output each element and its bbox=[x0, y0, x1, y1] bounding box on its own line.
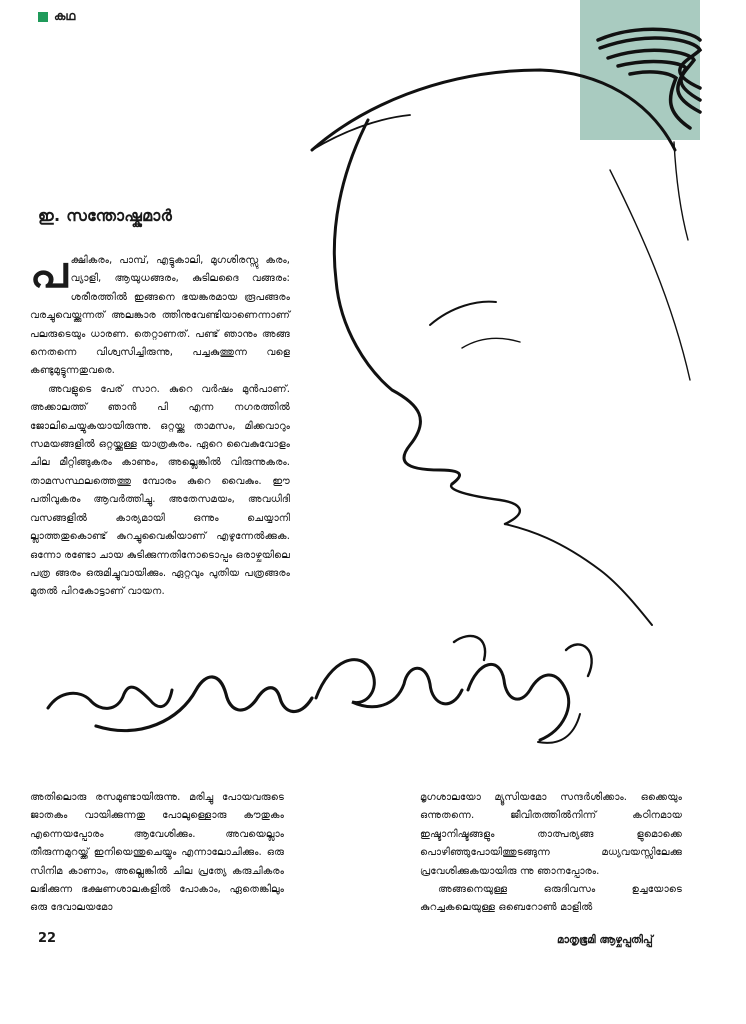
paragraph: അവളുടെ പേര് സാറ. കുറെ വർഷം മുൻപാണ്. അക്കാലത്ത് ഞാൻ പി എന്ന നഗരത്തിൽ ജോലിചെയ്യുകയായിരുന്നു. ഒറ്റയ്ക്കു താമസം, മിക്കവാറും സമയങ്ങളിൽ ഒറ്റയ്ക്കുള്ള യാത്രകരം. ഏറെ വൈകുവോളം ചില മീറ്റിങ്ങുകരം കാണും, അല്ലെങ്കിൽ വിരുന്നുകരം. താമസസ്ഥലത്തെത്തു മ്പോരം കുറെ വൈകും. ഈ പതിവുകരം ആവർത്തിച്ചു. അതേസമയം, അവധിദി വസങ്ങളിൽ കാര്യമായി ഒന്നും ചെയ്യാനി ല്ലാത്തതുകൊണ്ട് കുറച്ചുവൈകിയാണ് എഴുന്നേൽക്കുക. ഒന്നോ രണ്ടോ ചായ കുടിക്കുന്നതിനോടൊപ്പം ഒരാഴ്ചയിലെ പത്ര ങ്ങരം ഒരുമിച്ചുവായിക്കും. ഏറ്റവും പുതിയ പത്രങ്ങരം മുതൽ പിറകോട്ടാണ് വായന. bbox=[30, 383, 290, 598]
story-column-3 bbox=[420, 789, 682, 918]
accent-panel bbox=[580, 0, 700, 140]
story-column-2 bbox=[30, 789, 284, 918]
paragraph: അങ്ങനെയുള്ള ഒരുദിവസം ഉച്ചയോടെ കുറച്ചകലെയുള്ള ഒബെറോൺ മാളിൽ bbox=[420, 884, 682, 914]
publication-name: മാതൃഭൂമി ആഴ്ചപ്പതിപ്പ് bbox=[557, 934, 653, 946]
drop-cap: പ bbox=[30, 247, 68, 298]
author-name: ഇ. സന്തോഷ്കുമാർ bbox=[38, 206, 173, 225]
section-label: കഥ bbox=[54, 9, 76, 23]
page-number: 22 bbox=[38, 931, 57, 946]
paragraph-text: ക്ഷികരം, പാമ്പ്, എട്ടുകാലി, മുഗശിരസ്സു കരം, വ്യാളി, ആയുധങ്ങരം, കുടിലദൈ വങ്ങരം: ശരീരത്തിൽ ഇങ്ങനെ ഭയങ്കരമായ രൂപങ്ങരം വരച്ചുവെയ്ക്കുന്നത് അലങ്കാര ത്തിനുവേണ്ടിയാണെന്നാണ് പലരുടെയും ധാരണ. തെറ്റാണത്. പണ്ട് ഞാനും അങ്ങ നെതന്നെ വിശ്വസിച്ചിരുന്നു, പച്ചകുത്തുന്ന വളെ കണ്ടുമുട്ടുന്നതുവരെ. bbox=[30, 255, 290, 377]
title-calligraphy-icon bbox=[48, 636, 592, 743]
face-profile-icon bbox=[312, 70, 690, 625]
paragraph bbox=[30, 247, 290, 381]
paragraph: മൃഗശാലയോ മ്യൂസിയമോ സന്ദർശിക്കാം. ഒക്കെയും ഒന്നുതന്നെ. ജീവിതത്തിൽനിന്ന് കഠിനമായ ഇഷ്ടാനിഷ്ടങ്ങളും താത്പര്യങ്ങ ളുമൊക്കെ പൊഴിഞ്ഞുപോയിത്തുടങ്ങുന്ന മധ്യവയസ്സിലേക്കു പ്രവേശിക്കുകയായിരു ന്നു ഞാനപ്പോരം. bbox=[420, 792, 682, 877]
story-column-1 bbox=[30, 247, 290, 602]
paragraph: അതിലൊരു രസമുണ്ടായിരുന്നു. മരിച്ചു പോയവരുടെ ജാതകം വായിക്കുന്നതു പോലുള്ളൊരു കൗതുകം എന്നെയപ്പോരം ആവേശിക്കും. അവയെല്ലാം തീരുന്നമുറയ്ക്ക് ഇനിയെന്തുചെയ്യും എന്നാലോചിക്കും. ഒരു സിനിമ കാണാം, അല്ലെങ്കിൽ ചില പ്രത്യേ കരുചികരം ലഭിക്കുന്ന ഭക്ഷണശാലകളിൽ പോകാം, ഏതെങ്കിലും ഒരു ദേവാലയമോ bbox=[30, 792, 284, 914]
